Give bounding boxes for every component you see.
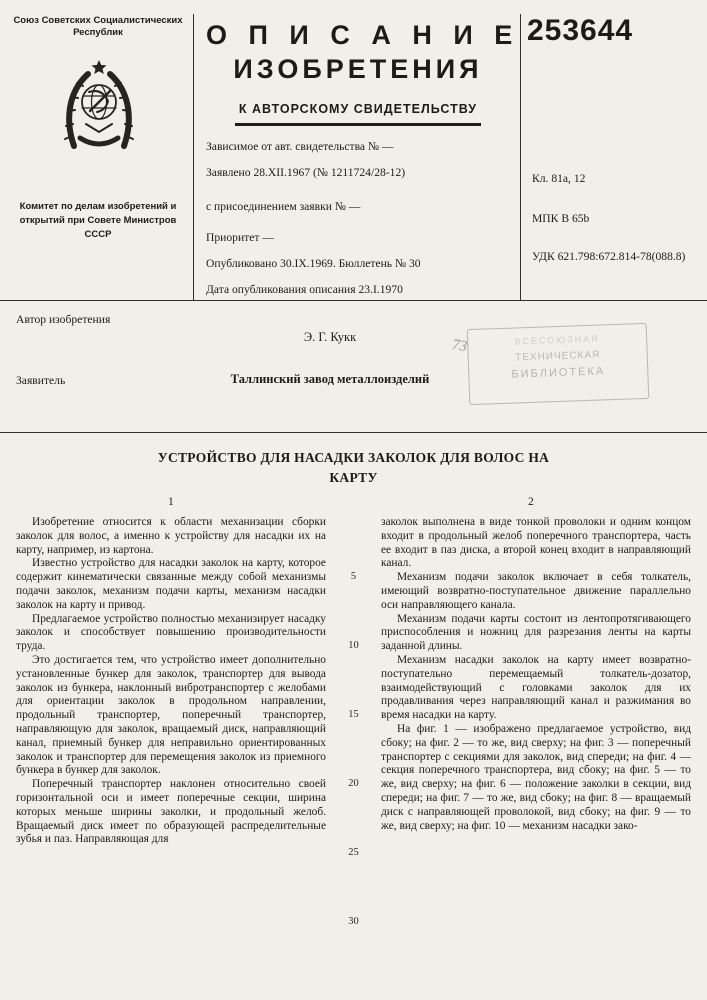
paragraph: Известно устройство для насадки заколок на карту, которое содержит кинематически связанные между собой механизмы подачи заколок, механизм подачи карты, механизм насадки заколок на карту и привод. <box>16 557 326 611</box>
biblio-field-dependent: Зависимое от авт. свидетельства № — <box>206 140 394 153</box>
column-2 <box>381 516 691 847</box>
line-number: 25 <box>348 847 359 858</box>
biblio-field-description-date: Дата опубликования описания 23.I.1970 <box>206 283 403 296</box>
biblio-field-priority: Приоритет — <box>206 231 274 244</box>
library-stamp <box>467 323 650 405</box>
paragraph: заколок выполнена в виде тонкой проволоки и одним концом входит в продольный желоб поперечного транспортера, часть ее входит в паз диска, а второй конец входит в направляющий канал. <box>381 516 691 570</box>
ussr-emblem-icon <box>60 58 138 158</box>
union-name: Союз Советских Социалистических Республик <box>13 15 183 39</box>
line-number: 20 <box>348 778 359 789</box>
author-label: Автор изобретения <box>16 313 111 326</box>
paragraph: Поперечный транспортер наклонен относительно своей горизонтальной оси и имеет поперечные секции, ширина которых меньше ширины заколки, и продольный желоб. Вращаемый диск имеет по образующей распределительные зубья и паз. Направляющая для <box>16 778 326 846</box>
masthead-bottom-rule <box>0 300 707 301</box>
paragraph: Механизм подачи заколок включает в себя толкатель, имеющий возвратно-поступательное движение параллельно оси направляющего канала. <box>381 571 691 611</box>
patent-number: 253644 <box>527 14 634 47</box>
left-divider <box>193 14 194 300</box>
line-number: 5 <box>350 571 357 582</box>
line-number-gutter <box>326 516 381 927</box>
biblio-field-published: Опубликовано 30.IX.1969. Бюллетень № 30 <box>206 257 421 270</box>
invention-title: УСТРОЙСТВО ДЛЯ НАСАДКИ ЗАКОЛОК ДЛЯ ВОЛОС НА КАРТУ <box>157 450 550 485</box>
class-mpk: МПК В 65b <box>532 212 590 225</box>
applicant-label: Заявитель <box>16 374 66 387</box>
applicant-name: Таллинский завод металлоизделий <box>230 372 430 386</box>
parties-bottom-rule <box>0 432 707 433</box>
paragraph: Механизм насадки заколок на карту имеет возвратно-поступательно перемещаемый толкатель-дозатор, взаимодействующий с головками заколок для их продавливания через направляющий канал и разжимания во время насадки на карту. <box>381 653 691 722</box>
line-number: 15 <box>348 709 359 720</box>
class-udk: УДК 621.798:672.814-78(088.8) <box>532 250 686 263</box>
class-kl: Кл. 81а, 12 <box>532 172 586 185</box>
column-number-1: 1 <box>168 496 174 508</box>
doc-title-opisanie: О П И С А Н И Е <box>206 20 520 50</box>
handwritten-mark: 73 <box>451 337 469 355</box>
paragraph: Механизм подачи карты состоит из лентопротягивающего приспособления и ножниц для разрезания ленты на карты заданной длины. <box>381 612 691 653</box>
biblio-field-joined: с присоединением заявки № — <box>206 200 361 213</box>
paragraph: Это достигается тем, что устройство имеет дополнительно установленные бункер для заколок, транспортер для вывода заколок из бункера, наклонный вибротранспортер с желобами для ориентации заколок в продольном направлении, продольный транспортер, поперечный транспортер, направляющую для заколок, вращаемый диск, направляющий канал, приемный бункер для неправильно ориентированных заколок и транспортер для перемещения заколок из приемного бункера в бункер для заколок. <box>16 653 326 777</box>
paragraph: Предлагаемое устройство полностью механизирует насадку заколок и способствует повышению производительности труда. <box>16 612 326 653</box>
paragraph: На фиг. 1 — изображено предлагаемое устройство, вид сбоку; на фиг. 2 — то же, вид сверху; на фиг. 3 — поперечный транспортер с секциями для заколок, вид спереди; на фиг. 4 — секция поперечного транспортера, вид сбоку; на фиг. 5 — то же, вид сверху; на фиг. 6 — положение заколки в секции, вид спереди; на фиг. 7 — то же, вид сбоку; на фиг. 8 — вращаемый диск с направляющей проволокой, вид сбоку; на фиг. 9 — то же, вид сверху; на фиг. 10 — механизм насадки зако- <box>381 722 691 832</box>
biblio-field-filed: Заявлено 28.XII.1967 (№ 1211724/28-12) <box>206 166 406 179</box>
stamp-line: ВСЕСОЮЗНАЯ <box>514 333 600 347</box>
body-text <box>16 516 691 927</box>
doc-subtitle-wrap <box>206 100 510 126</box>
column-1 <box>16 516 326 847</box>
doc-title-izobreteniya: ИЗОБРЕТЕНИЯ <box>233 54 483 84</box>
author-name: Э. Г. Кукк <box>303 330 357 344</box>
line-number: 30 <box>348 916 359 927</box>
paragraph: Изобретение относится к области механизации сборки заколок для волос, а именно к устройству для насадки их на карту, например, из картона. <box>16 516 326 556</box>
stamp-line: ТЕХНИЧЕСКАЯ <box>514 349 601 364</box>
stamp-line: БИБЛИОТЕКА <box>511 365 606 381</box>
column-number-2: 2 <box>528 496 534 508</box>
line-number: 10 <box>348 640 359 651</box>
committee-name: Комитет по делам изобретений и открытий при Совете Министров СССР <box>19 201 177 240</box>
doc-subtitle: К АВТОРСКОМУ СВИДЕТЕЛЬСТВУ <box>235 102 481 126</box>
right-divider <box>520 14 521 300</box>
